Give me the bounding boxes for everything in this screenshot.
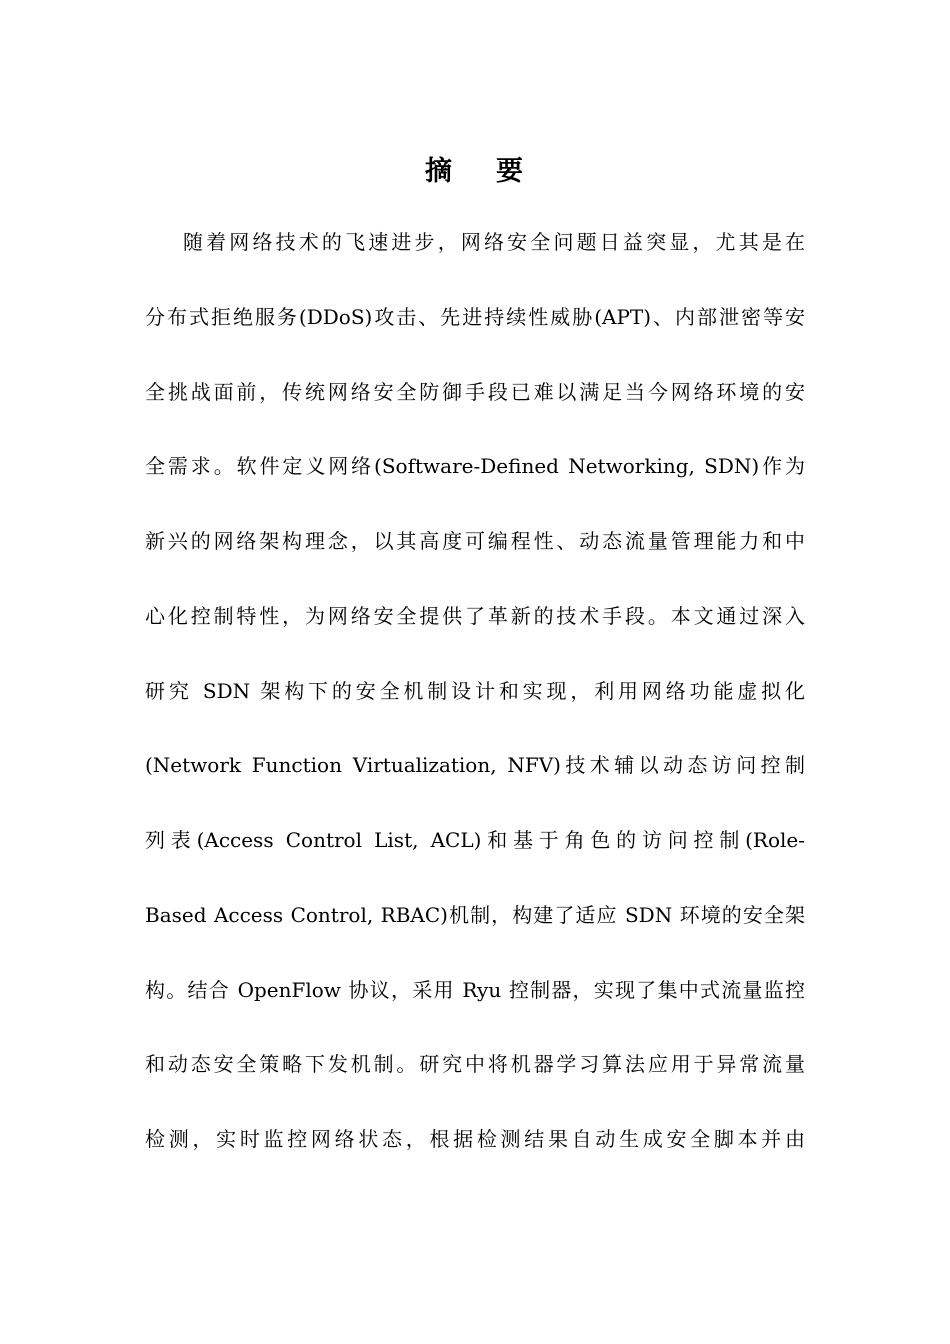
abstract-line: 构。结合 OpenFlow 协议，采用 Ryu 控制器，实现了集中式流量监控 [145,978,805,1002]
abstract-line: 全挑战面前，传统网络安全防御手段已难以满足当今网络环境的安 [145,380,805,404]
abstract-line: 列表(Access Control List, ACL)和基于角色的访问控制(Role- [145,828,805,852]
abstract-title-char-1: 摘 [425,156,454,187]
abstract-title-char-2: 要 [496,156,525,187]
abstract-line: 检测，实时监控网络状态，根据检测结果自动生成安全脚本并由 [145,1127,805,1151]
abstract-line: 随着网络技术的飞速进步，网络安全问题日益突显，尤其是在 [183,230,805,254]
abstract-title [0,150,950,194]
abstract-line: 心化控制特性，为网络安全提供了革新的技术手段。本文通过深入 [145,604,805,628]
abstract-line: 和动态安全策略下发机制。研究中将机器学习算法应用于异常流量 [145,1052,805,1076]
abstract-line: 全需求。软件定义网络(Software-Defined Networking, SDN)作为 [145,454,805,478]
abstract-line: (Network Function Virtualization, NFV)技术辅以动态访问控制 [145,753,805,777]
abstract-line: 研究 SDN 架构下的安全机制设计和实现，利用网络功能虚拟化 [145,679,805,703]
abstract-line: 分布式拒绝服务(DDoS)攻击、先进持续性威胁(APT)、内部泄密等安 [145,305,805,329]
abstract-line: Based Access Control, RBAC)机制，构建了适应 SDN 环境的安全架 [145,903,805,927]
abstract-line: 新兴的网络架构理念，以其高度可编程性、动态流量管理能力和中 [145,529,805,553]
